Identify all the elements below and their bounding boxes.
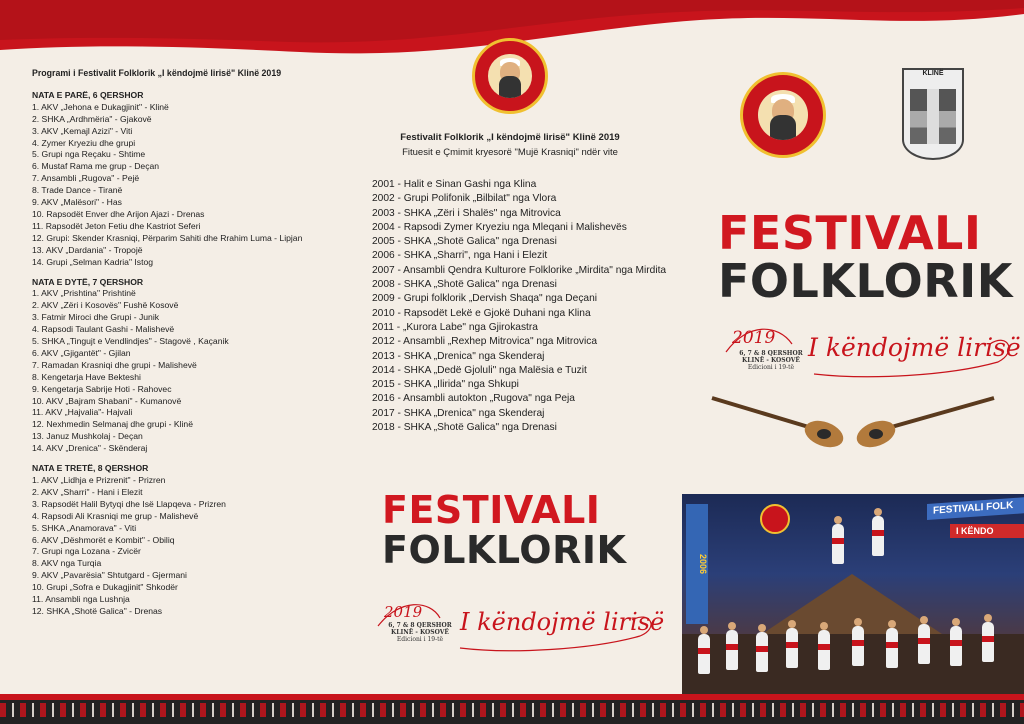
festival-logo-cover — [740, 72, 826, 158]
cover-edition: Edicioni i 19-të — [747, 364, 795, 371]
winner-item: 2006 - SHKA „Sharri", nga Hani i Elezit — [372, 250, 548, 262]
dancer-figure — [872, 516, 884, 556]
festival-title-line1: FESTIVALI — [382, 488, 601, 532]
festival-slogan: I këndojmë lirisë — [460, 608, 665, 636]
program-item: 4. Rapsodi Ali Krasniqi me grup - Malishevë — [32, 510, 199, 521]
winner-item: 2009 - Grupi folklorik „Dervish Shaqa" nga Deçani — [372, 293, 598, 305]
night-section — [32, 90, 332, 269]
program-item: 9. Kengetarja Sabrije Hoti - Rahovec — [32, 383, 172, 394]
program-item: 5. SHKA „Tingujt e Vendlindjes" - Stagovë , Kaçanik — [32, 336, 229, 347]
program-item: 7. Grupi nga Lozana - Zvicër — [32, 546, 141, 557]
cover-year: 2019 — [732, 328, 776, 348]
dancer-figure — [786, 628, 798, 668]
program-item: 13. Januz Mushkolaj - Deçan — [32, 431, 143, 442]
program-item: 10. AKV „Bajram Shabani" - Kumanovë — [32, 395, 182, 406]
festival-logo — [472, 38, 548, 114]
program-item: 5. Grupi nga Reçaku - Shtime — [32, 149, 146, 160]
program-item: 12. SHKA „Shotë Galica" - Drenas — [32, 605, 163, 616]
cover-slogan: I këndojmë lirisë — [808, 333, 1021, 362]
festival-place: KLINË - KOSOVË — [391, 629, 449, 636]
stage-performance-photo — [682, 494, 1024, 694]
night-heading: NATA E TRETË, 8 QERSHOR — [32, 463, 149, 474]
program-item: 10. Rapsodët Enver dhe Arijon Ajazi - Drenas — [32, 208, 205, 219]
program-item: 3. Fatmir Miroci dhe Grupi - Junik — [32, 312, 160, 323]
winner-item: 2015 - SHKA „Ilirida" nga Shkupi — [372, 379, 519, 391]
festival-edition: Edicioni i 19-të — [396, 636, 444, 643]
program-item: 14. Grupi „Selman Kadria" Istog — [32, 256, 154, 267]
dancer-figure — [886, 628, 898, 668]
program-item: 10. Grupi „Sofra e Dukagjinit" Shkodër — [32, 582, 178, 593]
winner-item: 2002 - Grupi Polifonik „Bilbilat" nga Vlora — [372, 193, 557, 205]
program-item: 2. SHKA „Ardhmëria" - Gjakovë — [32, 113, 152, 124]
winner-item: 2001 - Halit e Sinan Gashi nga Klina — [372, 179, 537, 190]
program-item: 1. AKV „Lidhja e Prizrenit" - Prizren — [32, 475, 166, 485]
winner-item: 2016 - Ansambli autokton „Rugova" nga Peja — [372, 393, 575, 405]
winners-subheading: Fituesit e Çmimit kryesorë "Mujë Krasniqi" ndër vite — [402, 147, 618, 158]
winners-list — [372, 178, 672, 435]
winners-panel — [340, 60, 680, 694]
night-section — [32, 463, 332, 618]
program-item: 3. AKV „Kemajl Azizi" - Viti — [32, 125, 133, 136]
program-item: 5. SHKA „Anamorava" - Viti — [32, 522, 137, 533]
stage-banner: FESTIVALI FOLK — [927, 496, 1024, 520]
dancer-figure — [852, 626, 864, 666]
program-item: 1. AKV „Jehona e Dukagjinit" - Klinë — [32, 101, 169, 112]
program-item: 9. AKV „Pavarësia" Shtutgard - Gjermani — [32, 570, 187, 581]
program-item: 1. AKV „Prishtina" Prishtinë — [32, 288, 136, 299]
program-item: 3. Rapsodët Halil Bytyqi dhe Isë Llapqeva - Prizren — [32, 498, 226, 509]
cover-slogan-swirl — [718, 322, 1018, 384]
program-item: 6. AKV „Gjigantët" - Gjilan — [32, 347, 131, 358]
stage-emblem-icon — [760, 504, 790, 534]
program-item: 6. AKV „Dëshmorët e Kombit" - Obiliq — [32, 534, 175, 545]
dancer-figure — [756, 632, 768, 672]
winner-item: 2004 - Rapsodi Zymer Kryeziu nga Mleqani i Malishevës — [372, 221, 627, 233]
winner-item: 2018 - SHKA „Shotë Galica" nga Drenasi — [372, 422, 557, 434]
winner-item: 2011 - „Kurora Labe" nga Gjirokastra — [372, 321, 538, 333]
dancer-figure — [982, 622, 994, 662]
program-item: 7. Ramadan Krasniqi dhe grupi - Malishevë — [32, 359, 197, 370]
winner-item: 2013 - SHKA „Drenica" nga Skenderaj — [372, 350, 545, 362]
cover-title-line2: FOLKLORIK — [718, 254, 1013, 308]
festival-dates: 6, 7 & 8 QERSHOR — [388, 622, 452, 629]
winner-item: 2014 - SHKA „Dedë Gjoluli" nga Malësia e Tuzit — [372, 364, 587, 376]
festival-title-line2: FOLKLORIK — [382, 528, 627, 572]
cifteli-instrument-icon — [708, 390, 848, 450]
winner-item: 2017 - SHKA „Drenica" nga Skenderaj — [372, 407, 545, 419]
program-item: 6. Mustaf Rama me grup - Deçan — [32, 161, 160, 172]
program-item: 13. AKV „Dardania" - Tropojë — [32, 244, 143, 255]
program-item: 4. Rapsodi Taulant Gashi - Malishevë — [32, 324, 175, 335]
program-item: 7. Ansambli „Rugova" - Pejë — [32, 173, 140, 184]
dancer-figure — [726, 630, 738, 670]
bottom-ornament-band — [0, 694, 1024, 724]
festival-year: 2019 — [384, 603, 423, 621]
program-item: 12. Nexhmedin Selmanaj dhe grupi - Klinë — [32, 419, 193, 430]
dancer-figure — [950, 626, 962, 666]
stage-side-sign: 2006 — [686, 504, 708, 624]
klina-crest-icon — [902, 68, 964, 160]
program-item: 4. Zymer Kryeziu dhe grupi — [32, 137, 136, 148]
winner-item: 2007 - Ansambli Qendra Kulturore Folklorike „Mirdita" nga Mirdita — [372, 264, 667, 276]
program-item: 8. AKV nga Turqia — [32, 558, 102, 569]
winner-item: 2003 - SHKA „Zëri i Shalës" nga Mitrovica — [372, 207, 561, 219]
night-section — [32, 277, 332, 456]
program-item: 12. Grupi: Skender Krasniqi, Përparim Sahiti dhe Rrahim Luma - Lipjan — [32, 232, 303, 243]
crest-label: KLINË — [922, 70, 944, 77]
program-item: 9. AKV „Malësori" - Has — [32, 197, 122, 208]
winners-heading: Festivalit Folklorik „I këndojmë lirisë" Klinë 2019 — [400, 132, 620, 143]
dancer-figure — [698, 634, 710, 674]
slogan-swirl — [370, 598, 660, 658]
program-item: 8. Trade Dance - Tiranë — [32, 185, 123, 196]
winner-item: 2012 - Ansambli „Rexhep Mitrovica" nga Mitrovica — [372, 336, 598, 348]
program-item: 2. AKV „Zëri i Kosovës" Fushë Kosovë — [32, 300, 179, 311]
dancer-figure — [832, 524, 844, 564]
dancer-figure — [818, 630, 830, 670]
winner-item: 2010 - Rapsodët Lekë e Gjokë Duhani nga Klina — [372, 307, 591, 319]
program-item: 14. AKV „Drenica" - Skënderaj — [32, 443, 148, 454]
dancer-figure — [918, 624, 930, 664]
program-panel — [0, 60, 340, 694]
program-item: 11. Ansambli nga Lushnja — [32, 594, 130, 605]
cover-dates: 6, 7 & 8 QERSHOR — [739, 350, 803, 357]
program-item: 2. AKV „Sharri" - Hani i Elezit — [32, 486, 143, 497]
program-item: 8. Kengetarja Have Bekteshi — [32, 371, 141, 382]
program-list — [32, 68, 332, 618]
cover-place: KLINË - KOSOVË — [742, 357, 800, 364]
night-heading: NATA E DYTË, 7 QERSHOR — [32, 276, 144, 287]
program-item: 11. AKV „Hajvalia"- Hajvali — [32, 407, 133, 418]
stage-banner-secondary: I KËNDO — [950, 524, 1024, 538]
program-title: Programi i Festivalit Folklorik „I këndojmë lirisë" Klinë 2019 — [32, 68, 282, 78]
night-heading: NATA E PARË, 6 QERSHOR — [32, 89, 144, 100]
program-item: 11. Rapsodët Jeton Fetiu dhe Kastriot Seferi — [32, 220, 201, 231]
winner-item: 2005 - SHKA „Shotë Galica" nga Drenasi — [372, 236, 557, 248]
lahuta-instrument-icon — [848, 390, 998, 450]
winner-item: 2008 - SHKA „Shotë Galica" nga Drenasi — [372, 279, 557, 291]
cover-title-line1: FESTIVALI — [718, 206, 982, 260]
